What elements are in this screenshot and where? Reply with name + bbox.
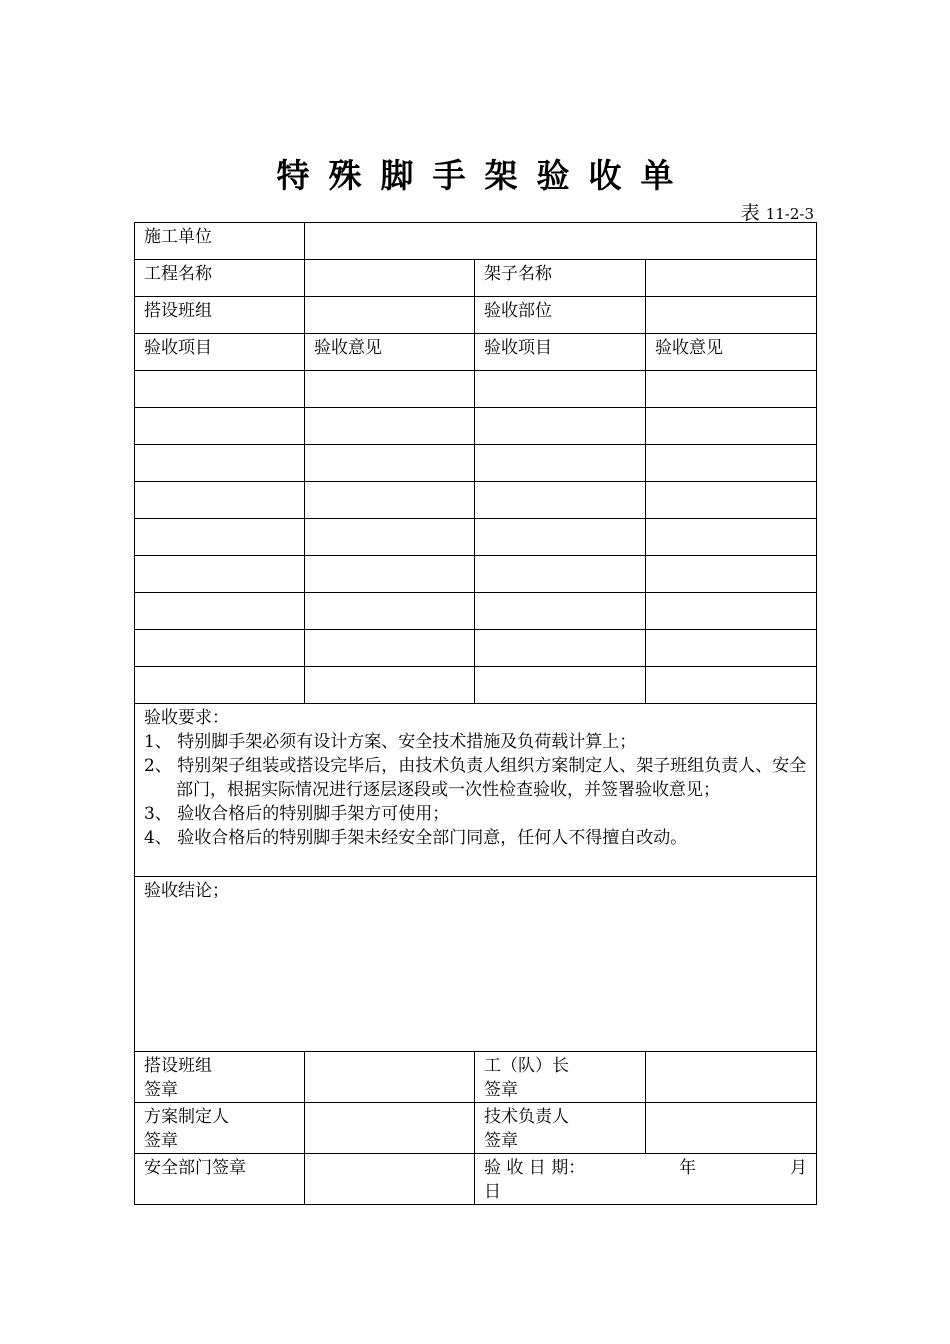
table-header-row (135, 334, 817, 371)
item-column-header: 验收项目 (135, 334, 305, 371)
safety-sign-field[interactable] (305, 1154, 475, 1205)
frame-name-field[interactable] (646, 260, 817, 297)
day-label: 日 (484, 1182, 501, 1202)
safety-sign-label: 安全部门签章 (135, 1154, 305, 1205)
project-label: 工程名称 (135, 260, 305, 297)
requirements-cell (135, 704, 817, 877)
leader-sign-label-line2: 签章 (484, 1080, 518, 1100)
opinion-cell[interactable] (305, 556, 475, 593)
conclusion-label: 验收结论； (144, 881, 229, 901)
tech-sign-label-line2: 签章 (484, 1131, 518, 1151)
table-row (135, 260, 817, 297)
team-sign-field[interactable] (305, 1052, 475, 1103)
table-row (135, 519, 817, 556)
item-cell[interactable] (135, 371, 305, 408)
unit-label: 施工单位 (135, 223, 305, 260)
requirement-item: 4、 验收合格后的特别脚手架未经安全部门同意，任何人不得擅自改动。 (144, 828, 688, 848)
team-sign-label-line1: 搭设班组 (144, 1056, 212, 1076)
requirement-item: 2、 特别架子组装或搭设完毕后，由技术负责人组织方案制定人、架子班组负责人、安全部门，根据实际情况进行逐层逐段或一次性检查验收，并签署验收意见； (144, 756, 807, 800)
part-field[interactable] (646, 297, 817, 334)
item-cell[interactable] (475, 408, 646, 445)
item-cell[interactable] (475, 371, 646, 408)
table-row (135, 297, 817, 334)
year-label: 年 (679, 1158, 697, 1178)
leader-sign-label (475, 1052, 646, 1103)
table-row (135, 445, 817, 482)
item-cell[interactable] (475, 630, 646, 667)
requirement-item: 3、 验收合格后的特别脚手架方可使用； (144, 804, 450, 824)
item-cell[interactable] (475, 445, 646, 482)
table-row (135, 408, 817, 445)
table-row (135, 223, 817, 260)
item-cell[interactable] (135, 667, 305, 704)
acceptance-date-cell[interactable] (475, 1154, 817, 1205)
opinion-cell[interactable] (646, 667, 817, 704)
unit-field[interactable] (305, 223, 817, 260)
signature-row (135, 1154, 817, 1205)
frame-name-label: 架子名称 (475, 260, 646, 297)
table-row (135, 556, 817, 593)
opinion-cell[interactable] (646, 556, 817, 593)
requirement-item: 1、 特别脚手架必须有设计方案、安全技术措施及负荷载计算上； (144, 732, 637, 752)
item-cell[interactable] (135, 482, 305, 519)
table-row (135, 371, 817, 408)
page-title: 特殊脚手架验收单 (276, 156, 693, 195)
planner-sign-label-line2: 签章 (144, 1131, 178, 1151)
opinion-cell[interactable] (646, 630, 817, 667)
planner-sign-label (135, 1103, 305, 1154)
item-cell[interactable] (135, 408, 305, 445)
signature-row (135, 1103, 817, 1154)
opinion-cell[interactable] (646, 482, 817, 519)
conclusion-cell[interactable] (135, 877, 817, 1052)
team-label: 搭设班组 (135, 297, 305, 334)
opinion-cell[interactable] (305, 371, 475, 408)
item-cell[interactable] (475, 667, 646, 704)
tech-sign-label (475, 1103, 646, 1154)
table-row (135, 482, 817, 519)
date-label: 验 收 日 期： (484, 1158, 586, 1178)
item-cell[interactable] (475, 556, 646, 593)
opinion-cell[interactable] (305, 593, 475, 630)
item-cell[interactable] (135, 519, 305, 556)
item-cell[interactable] (135, 445, 305, 482)
opinion-cell[interactable] (305, 445, 475, 482)
item-cell[interactable] (475, 593, 646, 630)
opinion-cell[interactable] (646, 445, 817, 482)
project-field[interactable] (305, 260, 475, 297)
opinion-cell[interactable] (646, 593, 817, 630)
leader-sign-label-line1: 工（队）长 (484, 1056, 569, 1076)
item-cell[interactable] (475, 519, 646, 556)
item-cell[interactable] (135, 630, 305, 667)
team-sign-label (135, 1052, 305, 1103)
acceptance-date-line (484, 1156, 807, 1180)
team-field[interactable] (305, 297, 475, 334)
opinion-column-header: 验收意见 (646, 334, 817, 371)
leader-sign-field[interactable] (646, 1052, 817, 1103)
tech-sign-field[interactable] (646, 1103, 817, 1154)
opinion-cell[interactable] (305, 667, 475, 704)
opinion-cell[interactable] (646, 408, 817, 445)
item-cell[interactable] (135, 593, 305, 630)
conclusion-row (135, 877, 817, 1052)
table-number-value: 11-2-3 (765, 205, 814, 223)
team-sign-label-line2: 签章 (144, 1080, 178, 1100)
item-cell[interactable] (475, 482, 646, 519)
month-label: 月 (790, 1158, 807, 1178)
item-column-header: 验收项目 (475, 334, 646, 371)
opinion-cell[interactable] (305, 630, 475, 667)
opinion-cell[interactable] (305, 408, 475, 445)
opinion-cell[interactable] (646, 371, 817, 408)
tech-sign-label-line1: 技术负责人 (484, 1107, 569, 1127)
table-row (135, 667, 817, 704)
requirements-heading: 验收要求： (144, 708, 229, 728)
table-row (135, 630, 817, 667)
item-cell[interactable] (135, 556, 305, 593)
table-number-prefix: 表 (740, 202, 766, 224)
table-row (135, 593, 817, 630)
opinion-column-header: 验收意见 (305, 334, 475, 371)
opinion-cell[interactable] (305, 519, 475, 556)
planner-sign-field[interactable] (305, 1103, 475, 1154)
table-number (741, 198, 814, 225)
part-label: 验收部位 (475, 297, 646, 334)
signature-row (135, 1052, 817, 1103)
planner-sign-label-line1: 方案制定人 (144, 1107, 229, 1127)
acceptance-form-table (134, 222, 817, 1205)
requirements-row (135, 704, 817, 877)
opinion-cell[interactable] (305, 482, 475, 519)
opinion-cell[interactable] (646, 519, 817, 556)
